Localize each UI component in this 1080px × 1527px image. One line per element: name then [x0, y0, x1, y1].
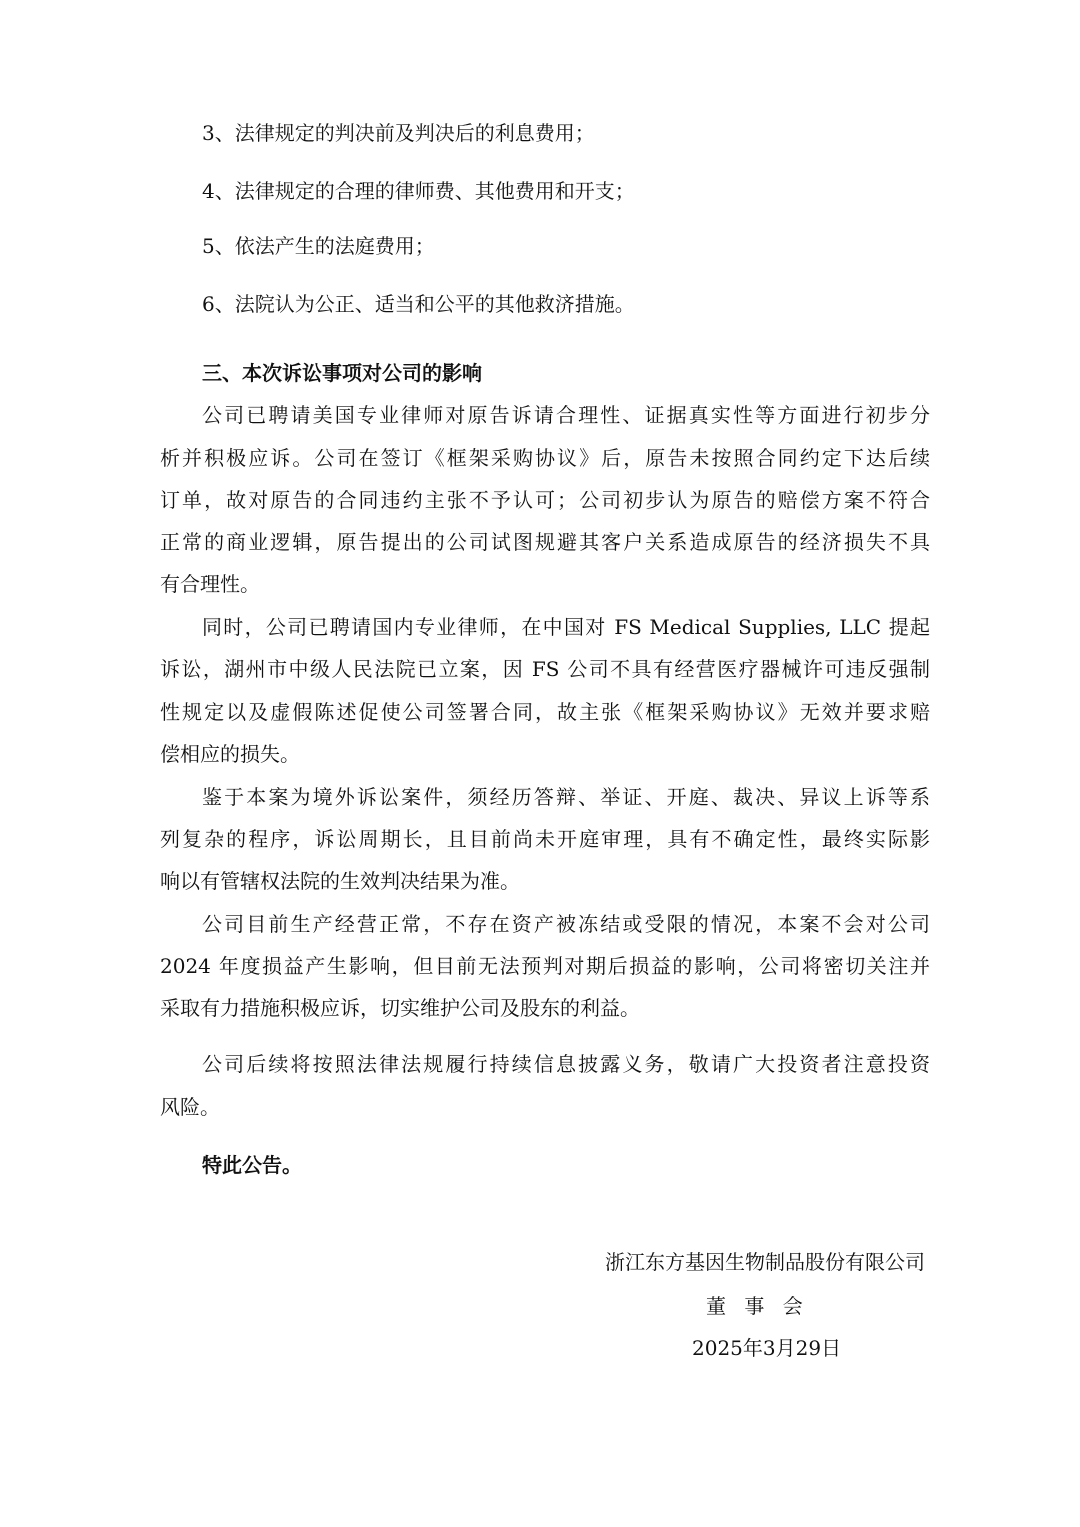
- paragraph-line: 正常的商业逻辑，原告提出的公司试图规避其客户关系造成原告的经济损失不具: [160, 530, 930, 554]
- claim-item-3: 3、法律规定的判决前及判决后的利息费用；: [202, 121, 595, 145]
- paragraph-line: 响以有管辖权法院的生效判决结果为准。: [160, 869, 520, 893]
- paragraph-line: 公司目前生产经营正常，不存在资产被冻结或受限的情况，本案不会对公司: [202, 912, 930, 936]
- signature-board: 董 事 会: [706, 1294, 809, 1318]
- paragraph-line: 公司后续将按照法律法规履行持续信息披露义务，敬请广大投资者注意投资: [202, 1052, 930, 1076]
- claim-item-6: 6、法院认为公正、适当和公平的其他救济措施。: [202, 292, 635, 316]
- paragraph-line: 析并积极应诉。公司在签订《框架采购协议》后，原告未按照合同约定下达后续: [160, 446, 930, 470]
- paragraph-line: 风险。: [160, 1095, 220, 1119]
- claim-item-5: 5、依法产生的法庭费用；: [202, 234, 435, 258]
- paragraph-line: 鉴于本案为境外诉讼案件，须经历答辩、举证、开庭、裁决、异议上诉等系: [202, 785, 930, 809]
- paragraph-line: 同时，公司已聘请国内专业律师，在中国对 FS Medical Supplies, LLC 提起: [202, 615, 930, 639]
- paragraph-line: 性规定以及虚假陈述促使公司签署合同，故主张《框架采购协议》无效并要求赔: [160, 700, 930, 724]
- paragraph-line: 有合理性。: [160, 572, 260, 596]
- signature-company: 浙江东方基因生物制品股份有限公司: [605, 1250, 925, 1274]
- paragraph-line: 列复杂的程序，诉讼周期长，且目前尚未开庭审理，具有不确定性，最终实际影: [160, 827, 930, 851]
- paragraph-line: 公司已聘请美国专业律师对原告诉请合理性、证据真实性等方面进行初步分: [202, 403, 930, 427]
- claim-item-4: 4、法律规定的合理的律师费、其他费用和开支；: [202, 179, 635, 203]
- signature-date: 2025年3月29日: [692, 1336, 842, 1360]
- closing-statement: 特此公告。: [202, 1153, 302, 1177]
- paragraph-line: 订单，故对原告的合同违约主张不予认可；公司初步认为原告的赔偿方案不符合: [160, 488, 930, 512]
- paragraph-line: 采取有力措施积极应诉，切实维护公司及股东的利益。: [160, 996, 640, 1020]
- section-heading: 三、本次诉讼事项对公司的影响: [202, 361, 482, 385]
- paragraph-line: 诉讼，湖州市中级人民法院已立案，因 FS 公司不具有经营医疗器械许可违反强制: [160, 657, 930, 681]
- paragraph-line: 偿相应的损失。: [160, 742, 300, 766]
- paragraph-line: 2024 年度损益产生影响，但目前无法预判对期后损益的影响，公司将密切关注并: [160, 954, 930, 978]
